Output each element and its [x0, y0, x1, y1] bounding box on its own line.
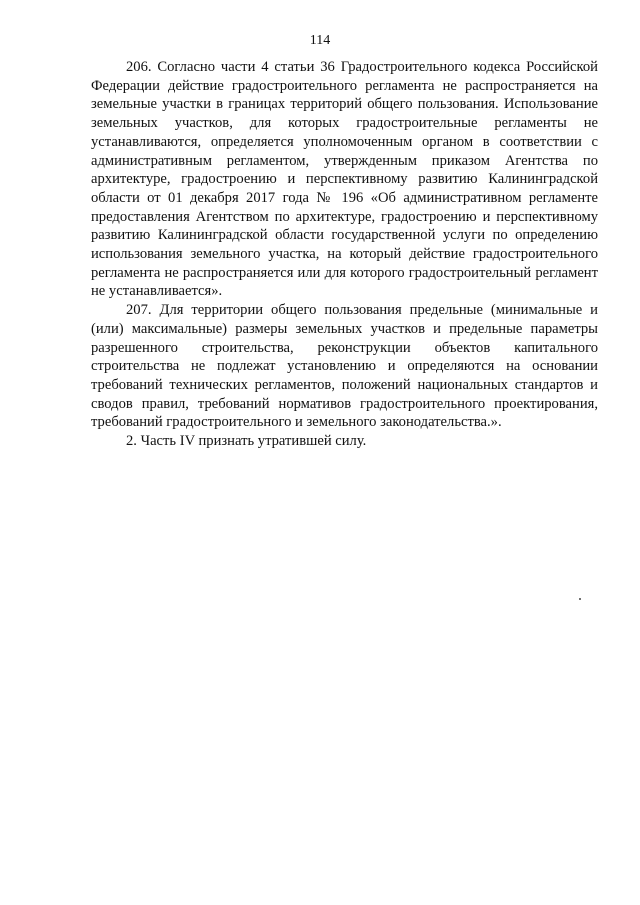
paragraph-part-iv-repeal: 2. Часть IV признать утратившей силу. — [126, 433, 367, 450]
document-body — [91, 58, 598, 451]
page-number: 114 — [309, 33, 331, 48]
scan-speck — [579, 598, 581, 600]
paragraph-207: 207. Для территории общего пользования предельные (минимальные и (или) максимальные) размеры земельных участков и предельные параметры разрешенного строительства, реконструкции объектов капитального строительства не подлежат установлению и определяются на основании требований технических регламентов, положений национальных стандартов и сводов правил, требований нормативов градостроительного проектирования, требований градостроительного и земельного законодательства.». — [91, 302, 598, 431]
paragraph-206: 206. Согласно части 4 статьи 36 Градостроительного кодекса Российской Федерации действие градостроительного регламента не распространяется на земельные участки в границах территорий общего пользования. Использование земельных участков, для которых градостроительные регламенты не устанавливаются, определяется уполномоченным органом в соответствии с административным регламентом, утвержденным приказом Агентства по архитектуре, градостроению и перспективному развитию Калининградской области от 01 декабря 2017 года № 196 «Об административном регламенте предоставления Агентством по архитектуре, градостроению и перспективному развитию Калининградской области государственной услуги по определению использования земельного участка, на который действие градостроительного регламента не распространяется или для которого градостроительный регламент не устанавливается». — [91, 59, 598, 300]
